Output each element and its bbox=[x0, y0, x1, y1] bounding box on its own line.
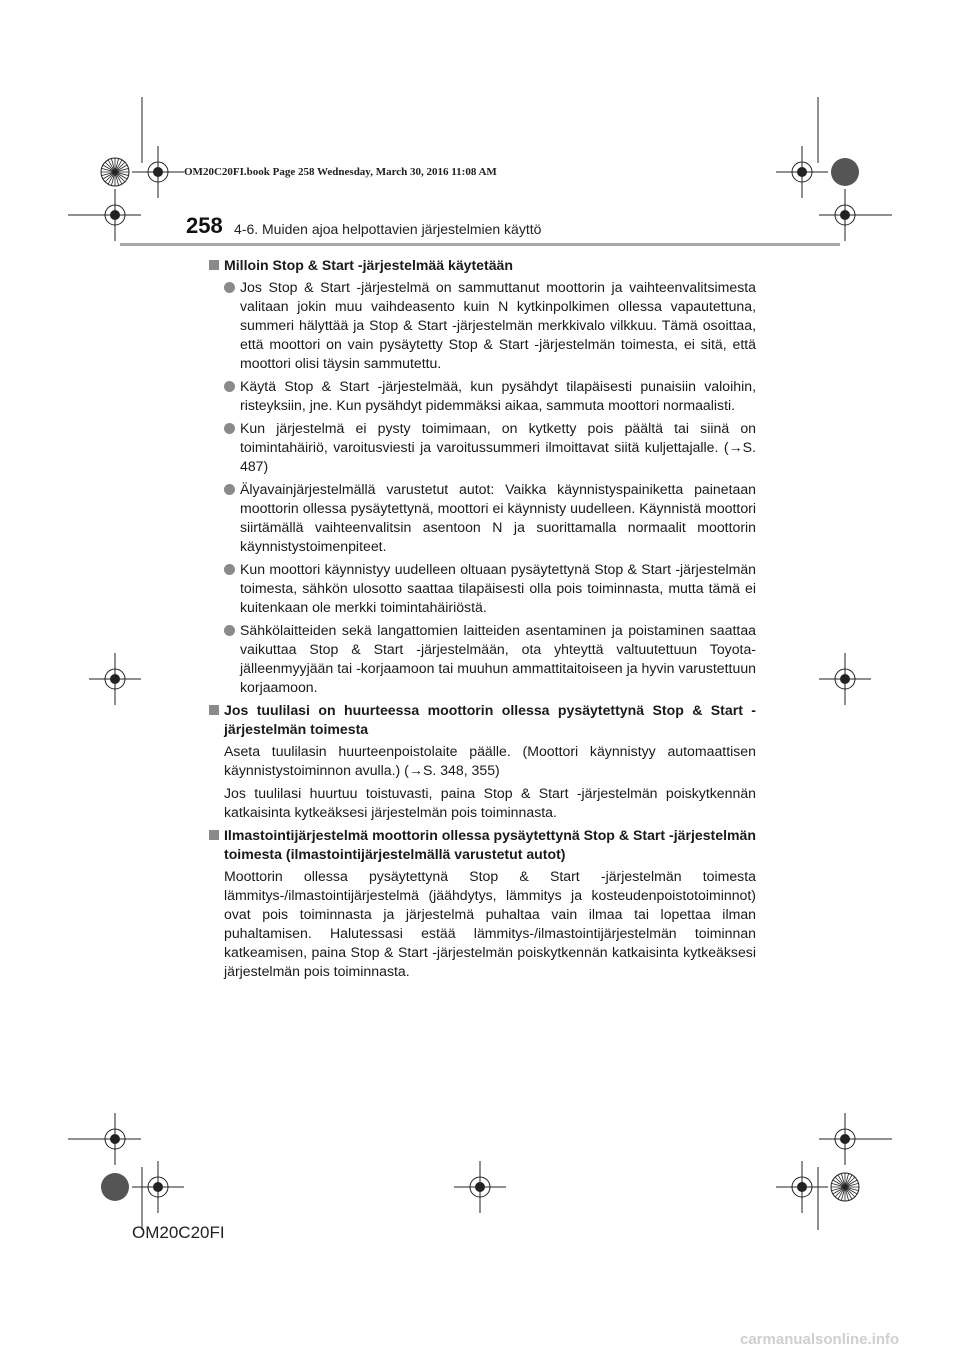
section-title: Jos tuulilasi on huurteessa moottorin ollessa pysäytettynä Stop & Start -järjestelmän toimesta bbox=[224, 702, 756, 737]
paragraph: Moottorin ollessa pysäytettynä Stop & Start -järjestelmän toimesta lämmitys-/ilmastointijärjestelmä (jäähdytys, lämmitys ja kosteudenpoistotoiminnot) ovat pois toiminnasta ja järjestelmä puhaltaa vain ilmaa tai lopettaa ilman puhaltamisen. Halutessasi estää lämmitys-/ilmastointijärjestelmän toiminnan katkeamisen, paina Stop & Start -järjestelmän poiskytkennän katkaisinta kytkeäksesi järjestelmän pois toiminnasta. bbox=[224, 868, 756, 979]
section-title: Milloin Stop & Start -järjestelmää käytetään bbox=[224, 257, 514, 273]
paragraph: Aseta tuulilasin huurteenpoistolaite päälle. (Moottori käynnistyy automaattisen käynnistystoiminnon avulla.) (→S. 348, 355) bbox=[224, 743, 756, 778]
paragraph: Jos tuulilasi huurtuu toistuvasti, paina Stop & Start -järjestelmän poiskytkennän katkaisinta kytkeäksesi järjestelmän pois toiminnasta. bbox=[224, 785, 756, 820]
round-bullet-icon bbox=[224, 625, 235, 636]
list-item: Kun moottori käynnistyy uudelleen oltuaan pysäytettynä Stop & Start -järjestelmän toimesta, sähkön ulosotto saattaa tilapäisesti olla pois toiminnasta, mutta tämä ei kuitenkaan ole merkki toimintahäiriöstä. bbox=[224, 560, 756, 617]
list-item: Käytä Stop & Start -järjestelmää, kun pysähdyt tilapäisesti punaisiin valoihin, risteyksiin, jne. Kun pysähdyt pidemmäksi aikaa, sammuta moottori normaalisti. bbox=[224, 377, 756, 415]
round-bullet-icon bbox=[224, 423, 235, 434]
round-bullet-icon bbox=[224, 564, 235, 575]
section-title: Ilmastointijärjestelmä moottorin ollessa pysäytettynä Stop & Start -järjestelmän toimesta (ilmastointijärjestelmällä varustetut autot) bbox=[224, 827, 756, 862]
list-item: Älyavainjärjestelmällä varustetut autot: Vaikka käynnistyspainiketta painetaan moottorin ollessa pysäytettynä, moottori ei käynnisty uudelleen. Käynnistä moottori siirtämällä vaihteenvalitsin asentoon N ja suorittamalla normaalit moottorin käynnistystoimenpiteet. bbox=[224, 480, 756, 556]
square-bullet-icon bbox=[209, 260, 219, 270]
section-when-used bbox=[208, 256, 756, 697]
list-item: Sähkölaitteiden sekä langattomien laitteiden asentaminen ja poistaminen saattaa vaikuttaa Stop & Start -järjestelmään, ota yhteyttä valtuutettuun Toyota-jälleenmyyjään tai -korjaamoon tai muuhun ammattitaitoiseen ja hyvin varustettuun korjaamoon. bbox=[224, 621, 756, 697]
list-item: Kun järjestelmä ei pysty toimimaan, on kytketty pois päältä tai siinä on toimintahäiriö, varoitusviesti ja varoitussummeri ilmoittavat siitä kuljettajalle. (→S. 487) bbox=[224, 419, 756, 476]
section-windshield-fog bbox=[208, 701, 756, 822]
page-number: 258 bbox=[186, 213, 223, 238]
header-rule bbox=[120, 243, 840, 246]
page-content bbox=[208, 256, 756, 985]
square-bullet-icon bbox=[209, 705, 219, 715]
square-bullet-icon bbox=[209, 830, 219, 840]
book-stamp: OM20C20FI.book Page 258 Wednesday, March 30, 2016 11:08 AM bbox=[184, 166, 497, 178]
round-bullet-icon bbox=[224, 381, 235, 392]
running-head: 4-6. Muiden ajoa helpottavien järjestelmien käyttö bbox=[234, 221, 542, 237]
round-bullet-icon bbox=[224, 282, 235, 293]
section-air-conditioning bbox=[208, 826, 756, 981]
watermark: carmanualsonline.info bbox=[740, 1331, 900, 1348]
list-item: Jos Stop & Start -järjestelmä on sammuttanut moottorin ja vaihteenvalitsimesta valitaan jokin muu vaihdeasento kuin N kytkinpolkimen ollessa vapautettuna, summeri hälyttää ja Stop & Start -järjestelmän merkkivalo vilkkuu. Tämä osoittaa, että moottori on vain pysäytetty Stop & Start -järjestelmän toimesta, ei sitä, että moottori olisi täysin sammutettu. bbox=[224, 278, 756, 373]
round-bullet-icon bbox=[224, 484, 235, 495]
footer-code: OM20C20FI bbox=[132, 1223, 225, 1242]
